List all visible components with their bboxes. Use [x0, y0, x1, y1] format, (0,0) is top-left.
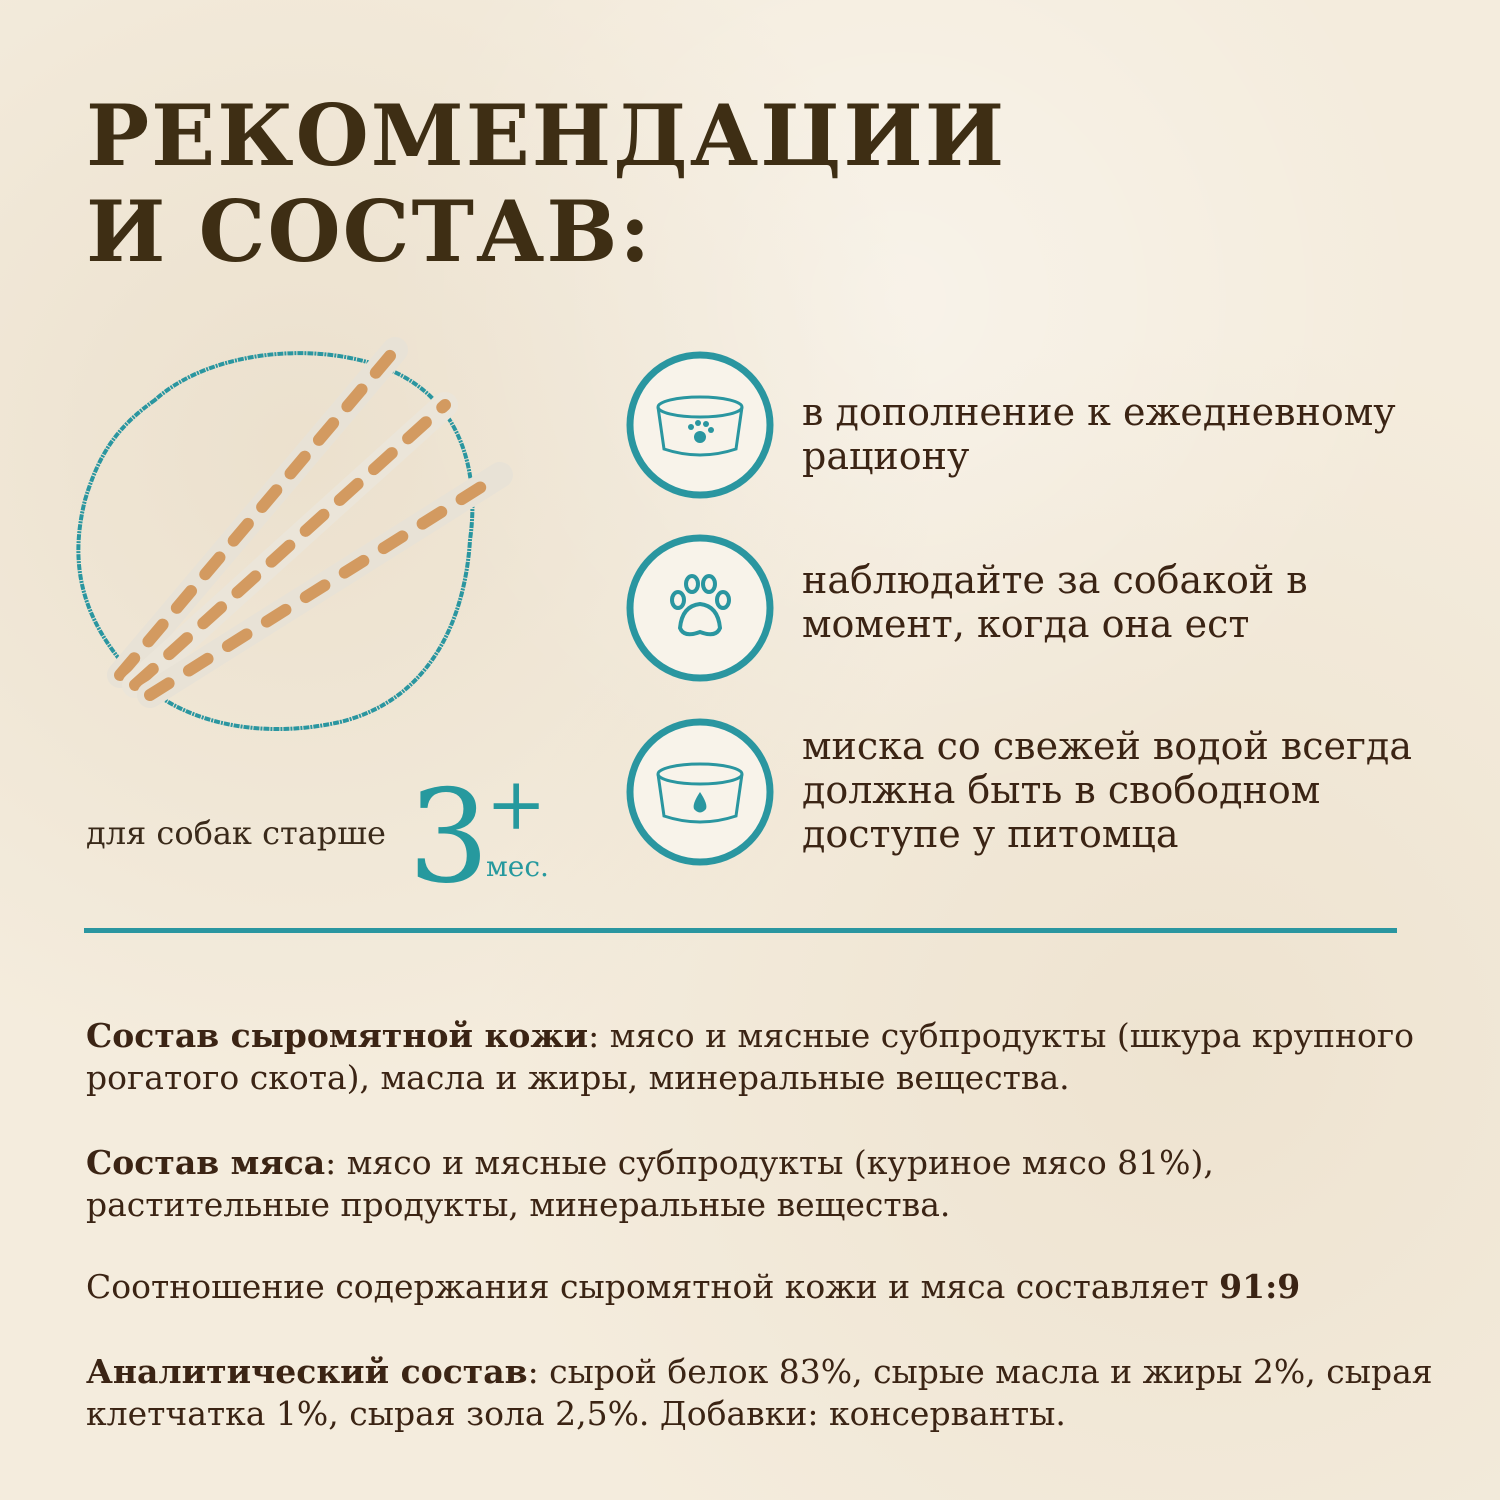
composition-rawhide — [86, 1015, 1436, 1099]
title-line-1: РЕКОМЕНДАЦИИ — [86, 86, 1007, 185]
composition-meat-text: : мясо и мясные субпродукты (куриное мясо 81%), растительные продукты, минеральные вещества. — [86, 1143, 1214, 1224]
age-number: 3 — [408, 763, 490, 912]
water-bowl-icon — [620, 712, 780, 872]
age-unit: мес. — [486, 850, 549, 883]
composition-meat-label: Состав мяса — [86, 1143, 326, 1182]
title-line-2: И СОСТАВ: — [86, 182, 653, 281]
recommendation-item — [620, 345, 1480, 505]
section-divider — [84, 928, 1397, 933]
recommendation-text: в дополнение к ежедневному рациону — [802, 390, 1396, 478]
recommendation-item — [620, 528, 1480, 688]
composition-analytic-label: Аналитический состав — [86, 1352, 528, 1391]
composition-rawhide-label: Состав сыромятной кожи — [86, 1016, 589, 1055]
composition-ratio-text: Соотношение содержания сыромятной кожи и мяса составляет — [86, 1267, 1220, 1306]
food-bowl-paw-icon — [620, 345, 780, 505]
age-plus: + — [486, 762, 547, 846]
composition-meat — [86, 1142, 1436, 1226]
composition-rawhide-text: : мясо и мясные субпродукты (шкура крупного рогатого скота), масла и жиры, минеральные вещества. — [86, 1016, 1414, 1097]
age-badge — [86, 762, 606, 912]
recommendation-item — [620, 712, 1480, 872]
recommendation-text: наблюдайте за собакой в момент, когда она ест — [802, 558, 1308, 646]
age-label: для собак старше — [86, 814, 386, 852]
composition-ratio-value: 91:9 — [1219, 1267, 1301, 1306]
product-image — [60, 330, 530, 750]
composition-analytic — [86, 1351, 1436, 1435]
page-title — [86, 88, 1006, 280]
composition-ratio — [86, 1266, 1436, 1308]
composition-analytic-text: : сырой белок 83%, сырые масла и жиры 2%, сырая клетчатка 1%, сырая зола 2,5%. Добавки: консерванты. — [86, 1352, 1433, 1433]
paw-icon — [620, 528, 780, 688]
recommendation-text: миска со свежей водой всегда должна быть в свободном доступе у питомца — [802, 724, 1412, 856]
